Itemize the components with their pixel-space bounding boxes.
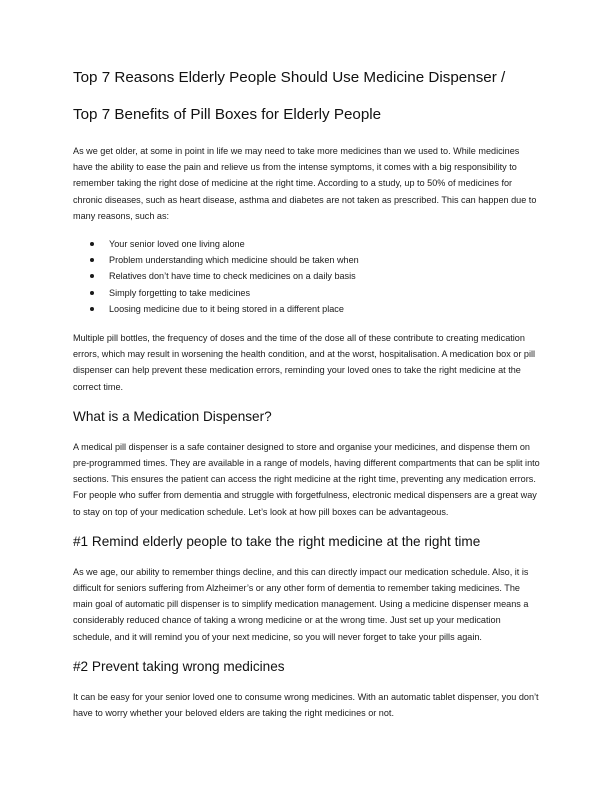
list-item: Your senior loved one living alone <box>73 236 541 252</box>
reasons-list <box>73 236 541 317</box>
title-line-2: Top 7 Benefits of Pill Boxes for Elderly People <box>73 106 382 123</box>
list-item: Simply forgetting to take medicines <box>73 285 541 301</box>
title-line-1: Top 7 Reasons Elderly People Should Use Medicine Dispenser / <box>73 69 506 86</box>
document-page <box>73 68 541 721</box>
section-heading-what-is: What is a Medication Dispenser? <box>73 408 272 424</box>
list-item: Relatives don’t have time to check medicines on a daily basis <box>73 268 541 284</box>
section-heading-prevent: #2 Prevent taking wrong medicines <box>73 658 285 674</box>
list-item: Loosing medicine due to it being stored in a different place <box>73 301 541 317</box>
intro-paragraph: As we get older, at some in point in life we may need to take more medicines than we used to. While medicines have the ability to ease the pain and relieve us from the intense symptoms, it comes with a big responsibility to remember taking the right dose of medicine at the right time. According to a study, up to 50% of medicines for chronic diseases, such as heart disease, asthma and diabetes are not taken as prescribed. This can happen due to many reasons, such as: <box>73 146 537 221</box>
section-body-remind: As we age, our ability to remember things decline, and this can directly impact our medication schedule. Also, it is difficult for seniors suffering from Alzheimer’s or any other form of dementia to remember taking medicines. The main goal of automatic pill dispenser is to simplify medication management. Using a medicine dispenser means a considerably reduced chance of taking a wrong medicine or at the wrong time. Just set up your medication schedule, and it will remind you of your next medicine, so you will never forget to take your pills again. <box>73 566 529 642</box>
section-heading-remind: #1 Remind elderly people to take the right medicine at the right time <box>73 533 481 549</box>
section-body-prevent: It can be easy for your senior loved one to consume wrong medicines. With an automatic tablet dispenser, you don’t have to worry whether your beloved elders are taking the right medicines or not. <box>73 691 539 719</box>
section-body-what-is: A medical pill dispenser is a safe container designed to store and organise your medicines, and dispense them on pre-programmed times. They are available in a range of models, having different compartments that can be split into sections. This ensures the patient can access the right medicine at the right time, preventing any medication errors. For people who suffer from dementia and struggle with forgetfulness, electronic medical dispensers are a great way to stay on top of your medication schedule. Let’s look at how pill boxes can be advantageous. <box>73 441 540 517</box>
list-item: Problem understanding which medicine should be taken when <box>73 252 541 268</box>
errors-paragraph: Multiple pill bottles, the frequency of doses and the time of the dose all of these contribute to creating medication errors, which may result in worsening the health condition, and at the worst, hospitalisation. A medication box or pill dispenser can help prevent these medication errors, reminding your loved ones to take the right medicine at the correct time. <box>73 333 536 392</box>
